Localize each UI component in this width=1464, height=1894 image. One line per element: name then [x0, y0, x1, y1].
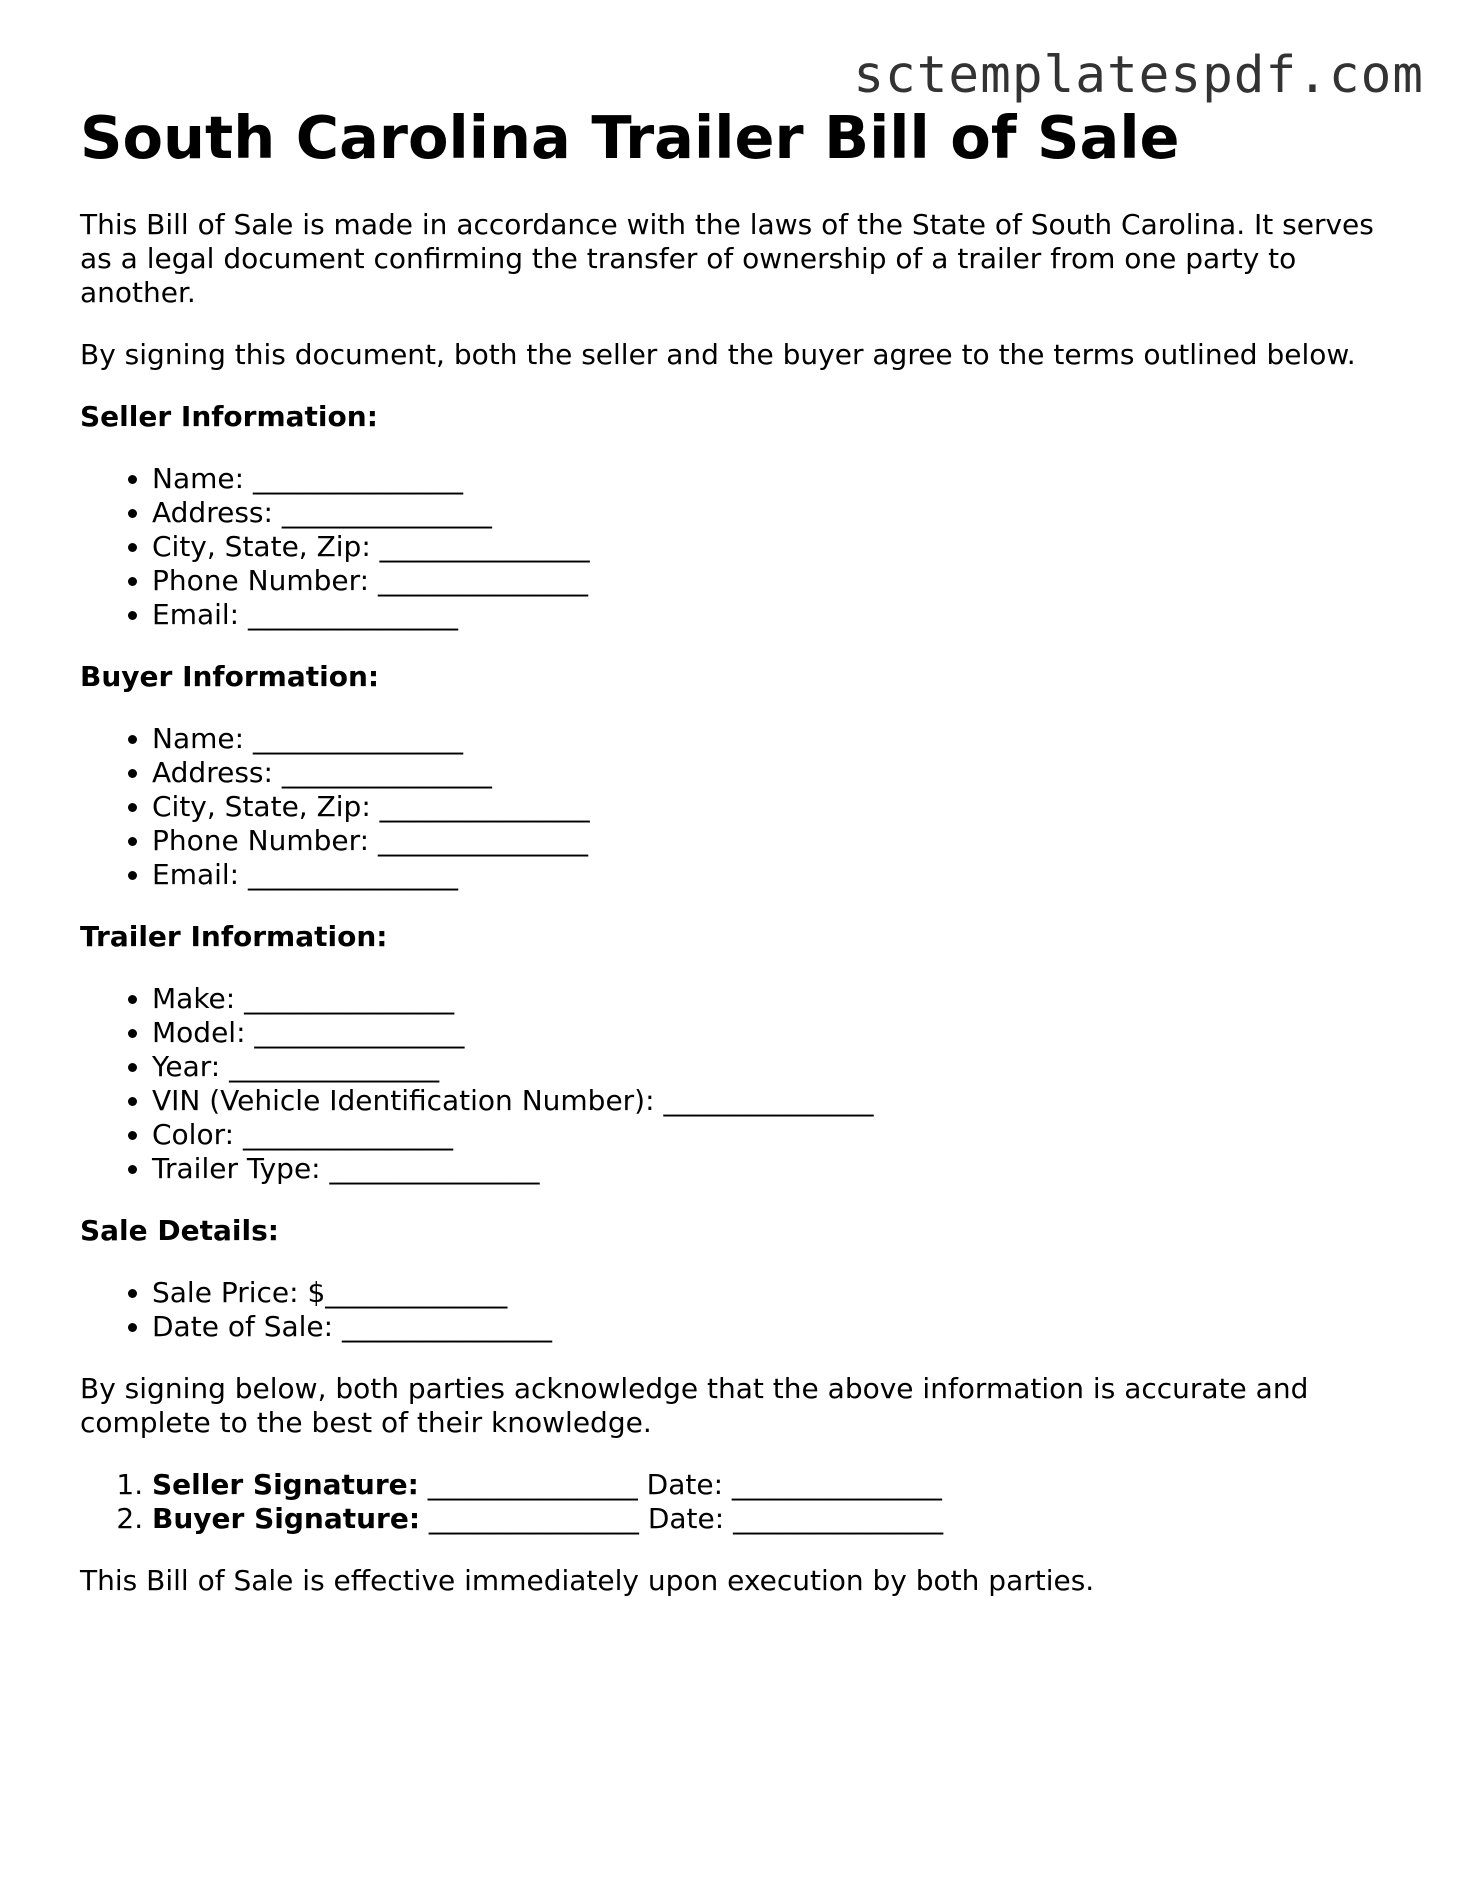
sale-field-list	[80, 1276, 1400, 1344]
buyer-name-field: • Name: _______________	[152, 722, 1400, 756]
seller-signature-label: Seller Signature:	[152, 1468, 419, 1501]
watermark: sctemplatespdf.com	[853, 46, 1424, 105]
page-title: South Carolina Trailer Bill of Sale	[80, 103, 1180, 172]
trailer-section-heading: Trailer Information:	[80, 920, 388, 953]
acknowledgement-paragraph: By signing below, both parties acknowledge that the above information is accurate and complete to the best of their knowledge.	[80, 1372, 1309, 1439]
seller-email-field: • Email: _______________	[152, 598, 1400, 632]
sale-price-field: • Sale Price: $_____________	[152, 1276, 1400, 1310]
buyer-city-state-zip-field: • City, State, Zip: _______________	[152, 790, 1400, 824]
buyer-phone-field: • Phone Number: _______________	[152, 824, 1400, 858]
trailer-year-field: • Year: _______________	[152, 1050, 1400, 1084]
buyer-field-list	[80, 722, 1400, 892]
intro-paragraph: This Bill of Sale is made in accordance with the laws of the State of South Carolina. It serves as a legal document confirming the transfer of ownership of a trailer from one party to another.	[80, 208, 1374, 309]
trailer-make-field: • Make: _______________	[152, 982, 1400, 1016]
seller-phone-field: • Phone Number: _______________	[152, 564, 1400, 598]
seller-section-heading: Seller Information:	[80, 400, 378, 433]
sale-section-heading: Sale Details:	[80, 1214, 279, 1247]
trailer-model-field: • Model: _______________	[152, 1016, 1400, 1050]
trailer-type-field: • Trailer Type: _______________	[152, 1152, 1400, 1186]
trailer-vin-field: • VIN (Vehicle Identification Number): _______________	[152, 1084, 1400, 1118]
seller-signature-blanks: _______________ Date: _______________	[418, 1468, 942, 1501]
sale-date-field: • Date of Sale: _______________	[152, 1310, 1400, 1344]
buyer-section-heading: Buyer Information:	[80, 660, 380, 693]
document-page	[80, 100, 1400, 1598]
trailer-color-field: • Color: _______________	[152, 1118, 1400, 1152]
buyer-signature-line	[152, 1502, 1400, 1536]
buyer-signature-blanks: _______________ Date: _______________	[420, 1502, 944, 1535]
signature-list	[80, 1468, 1400, 1536]
seller-signature-line	[152, 1468, 1400, 1502]
seller-field-list	[80, 462, 1400, 632]
agreement-paragraph: By signing this document, both the seller and the buyer agree to the terms outlined below.	[80, 338, 1356, 371]
buyer-address-field: • Address: _______________	[152, 756, 1400, 790]
buyer-signature-label: Buyer Signature:	[152, 1502, 421, 1535]
buyer-email-field: • Email: _______________	[152, 858, 1400, 892]
closing-paragraph: This Bill of Sale is effective immediately upon execution by both parties.	[80, 1564, 1095, 1597]
seller-name-field: • Name: _______________	[152, 462, 1400, 496]
seller-city-state-zip-field: • City, State, Zip: _______________	[152, 530, 1400, 564]
trailer-field-list	[80, 982, 1400, 1186]
seller-address-field: • Address: _______________	[152, 496, 1400, 530]
